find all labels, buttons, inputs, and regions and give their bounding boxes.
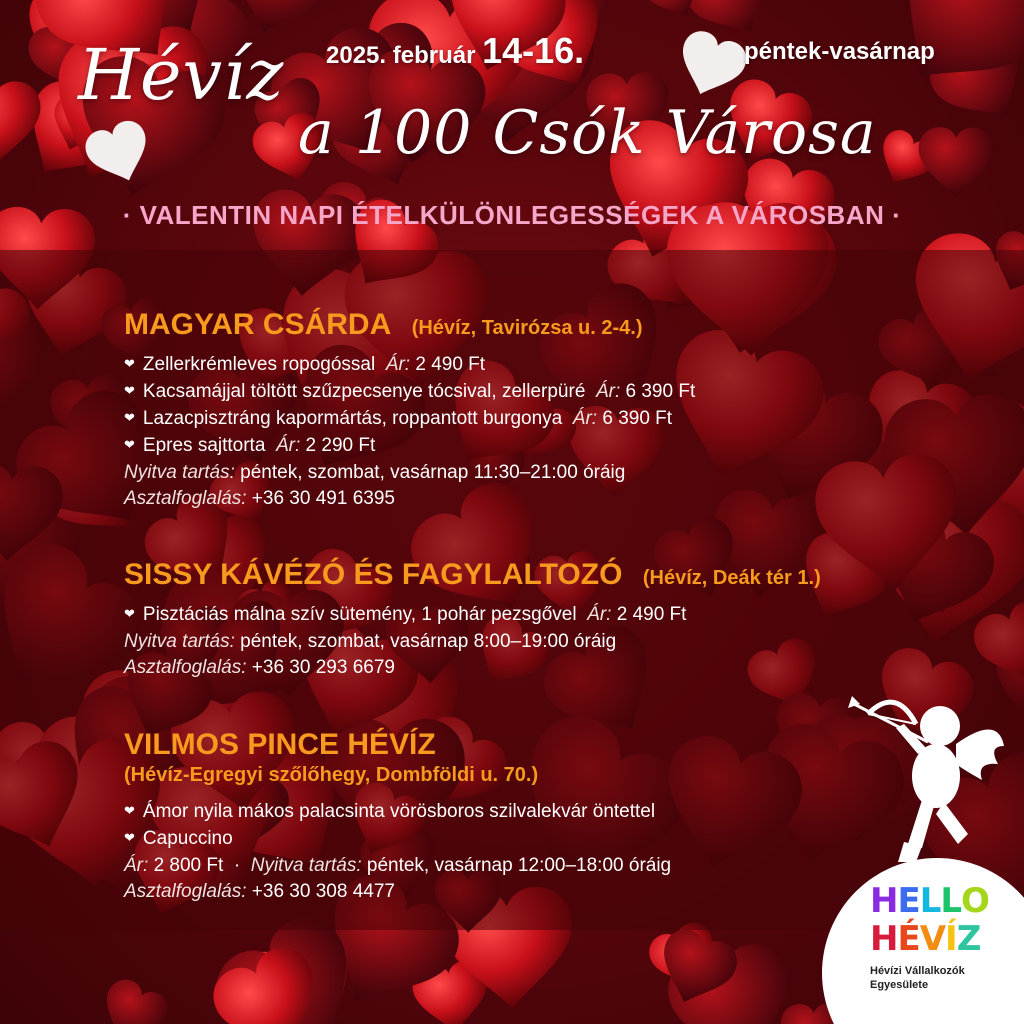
item-text: Capuccino [142, 828, 233, 849]
price-label: Ár: [572, 408, 598, 429]
price-label: Ár: [124, 855, 149, 876]
logo-letter: Í [945, 919, 957, 959]
logo-letter: É [897, 919, 920, 959]
phone-number: +36 30 491 6395 [251, 488, 395, 509]
event-date [326, 30, 584, 72]
heart-icon: ❤ [124, 383, 135, 398]
logo-letter: H [870, 881, 898, 921]
table-booking [124, 486, 695, 512]
hours-label: Nyitva tartás: [124, 631, 235, 652]
logo-letter: E [897, 881, 920, 921]
logo-caption-line: Egyesülete [870, 979, 929, 991]
item-price: 6 390 Ft [625, 381, 696, 402]
phone-number: +36 30 293 6679 [251, 657, 395, 678]
decorative-heart [91, 974, 174, 1024]
venue-name: MAGYAR CSÁRDA [124, 308, 392, 341]
logo-letter: Z [956, 919, 981, 959]
venue-sissy-kavezo [124, 558, 821, 681]
booking-label: Asztalfoglalás: [124, 488, 247, 509]
venue-name: VILMOS PINCE HÉVÍZ [124, 728, 436, 761]
title-heviz: Hévíz [78, 34, 285, 116]
separator: · [233, 855, 241, 876]
phone-number: +36 30 308 4477 [251, 881, 395, 902]
menu-item [124, 379, 695, 406]
price-label: Ár: [275, 435, 301, 456]
logo-letter: L [940, 881, 962, 921]
logo-word-heviz [870, 919, 1010, 959]
price-label: Ár: [385, 354, 411, 375]
hours-label: Nyitva tartás: [124, 462, 235, 483]
heart-icon: ❤ [124, 356, 135, 371]
venue-vilmos-pince [124, 728, 671, 905]
venue-magyar-csarda [124, 308, 695, 512]
hours-label: Nyitva tartás: [250, 855, 362, 876]
item-text: Zellerkrémleves ropogóssal [142, 354, 376, 375]
venue-address: (Hévíz-Egregyi szőlőhegy, Dombföldi u. 70.) [124, 764, 539, 786]
menu-item [124, 352, 695, 379]
item-price: 6 390 Ft [602, 408, 673, 429]
logo-letter: O [961, 881, 989, 921]
item-text: Epres sajttorta [142, 435, 266, 456]
hours-value: péntek, szombat, vasárnap 11:30–21:00 óráig [240, 462, 626, 483]
heart-icon: ❤ [124, 437, 135, 452]
table-booking [124, 655, 821, 681]
hours-value: péntek, vasárnap 12:00–18:00 óráig [366, 855, 672, 876]
hello-heviz-logo [870, 881, 1010, 992]
menu-item [124, 433, 695, 460]
decorative-heart [0, 81, 41, 166]
booking-label: Asztalfoglalás: [124, 881, 247, 902]
price-label: Ár: [587, 604, 612, 625]
hours-value: péntek, szombat, vasárnap 8:00–19:00 óráig [240, 631, 617, 652]
subtitle: · VALENTIN NAPI ÉTELKÜLÖNLEGESSÉGEK A VÁROSBAN · [122, 200, 902, 230]
item-text: Lazacpisztráng kapormártás, roppantott burgonya [142, 408, 563, 429]
opening-hours [124, 460, 695, 486]
logo-caption-line: Hévízi Vállalkozók [870, 965, 965, 977]
item-text: Pisztáciás málna szív sütemény, 1 pohár pezsgővel [142, 604, 577, 625]
logo-letter: H [870, 919, 898, 959]
table-booking [124, 879, 671, 905]
venue-name: SISSY KÁVÉZÓ ÉS FAGYLALTOZÓ [124, 558, 623, 591]
menu-item [124, 799, 671, 826]
date-prefix: 2025. február [326, 42, 476, 69]
weekday-range: péntek-vasárnap [744, 38, 935, 65]
decorative-heart [918, 127, 994, 198]
heart-icon: ❤ [124, 410, 135, 425]
logo-letter: V [919, 919, 946, 959]
heart-icon: ❤ [124, 830, 135, 845]
opening-hours [124, 629, 821, 655]
logo-letter: L [919, 881, 941, 921]
logo-word-hello [870, 881, 1010, 921]
logo-caption [870, 964, 1010, 992]
heart-icon: ❤ [124, 803, 135, 818]
item-price: 2 290 Ft [305, 435, 376, 456]
heart-icon: ❤ [124, 606, 135, 621]
menu-item [124, 602, 821, 629]
venue-address: (Hévíz, Tavirózsa u. 2-4.) [411, 317, 643, 339]
item-text: Ámor nyila mákos palacsinta vörösboros szilvalekvár öntettel [142, 801, 656, 822]
cupid-icon [848, 684, 1008, 874]
menu-item [124, 406, 695, 433]
date-days: 14-16. [482, 30, 585, 71]
booking-label: Asztalfoglalás: [124, 657, 247, 678]
menu-item [124, 826, 671, 853]
price-label: Ár: [595, 381, 621, 402]
item-price: 2 800 Ft [153, 855, 224, 876]
item-price: 2 490 Ft [415, 354, 486, 375]
venue-address: (Hévíz, Deák tér 1.) [642, 567, 821, 589]
item-price: 2 490 Ft [616, 604, 687, 625]
item-text: Kacsamájjal töltött szűzpecsenye tócsival, zellerpüré [142, 381, 586, 402]
price-and-hours [124, 853, 671, 879]
title-city-of-kisses: a 100 Csók Városa [298, 98, 877, 168]
